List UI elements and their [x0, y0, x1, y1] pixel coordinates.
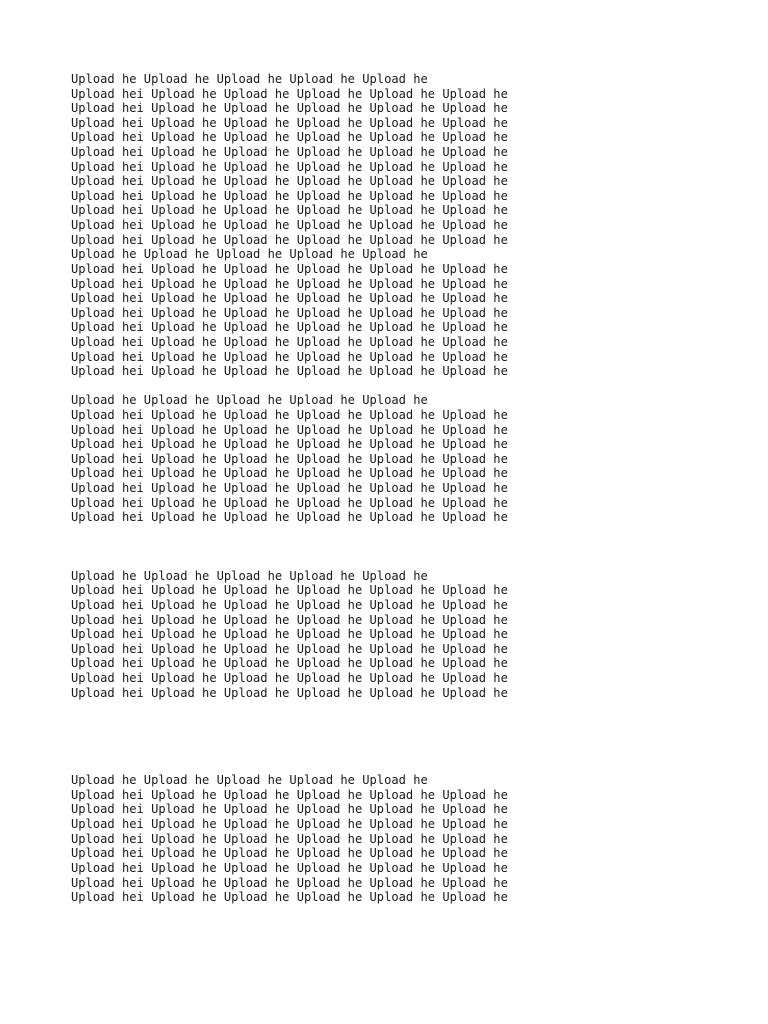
text-line: Upload hei Upload he Upload he Upload he Upload he Upload he	[71, 145, 508, 160]
text-line: Upload hei Upload he Upload he Upload he Upload he Upload he	[71, 846, 508, 861]
blank-line	[71, 525, 691, 540]
text-line: Upload hei Upload he Upload he Upload he Upload he Upload he	[71, 670, 508, 685]
text-line: Upload hei Upload he Upload he Upload he Upload he Upload he	[71, 641, 508, 656]
blank-line	[71, 700, 691, 715]
text-line: Upload hei Upload he Upload he Upload he Upload he Upload he	[71, 817, 508, 832]
blank-line	[71, 715, 691, 730]
text-line: Upload hei Upload he Upload he Upload he Upload he Upload he	[71, 875, 508, 890]
text-line: Upload he Upload he Upload he Upload he Upload he	[71, 568, 428, 583]
text-line: Upload hei Upload he Upload he Upload he Upload he Upload he	[71, 188, 508, 203]
text-line: Upload hei Upload he Upload he Upload he Upload he Upload he	[71, 787, 508, 802]
text-line: Upload hei Upload he Upload he Upload he Upload he Upload he	[71, 451, 508, 466]
text-line: Upload hei Upload he Upload he Upload he Upload he Upload he	[71, 232, 508, 247]
blank-line	[71, 759, 691, 774]
text-line: Upload hei Upload he Upload he Upload he Upload he Upload he	[71, 481, 508, 496]
text-line: Upload hei Upload he Upload he Upload he Upload he Upload he	[71, 466, 508, 481]
text-line: Upload hei Upload he Upload he Upload he Upload he Upload he	[71, 305, 508, 320]
blank-line	[71, 744, 691, 759]
text-line: Upload hei Upload he Upload he Upload he Upload he Upload he	[71, 510, 508, 525]
text-line: Upload hei Upload he Upload he Upload he Upload he Upload he	[71, 583, 508, 598]
text-line: Upload hei Upload he Upload he Upload he Upload he Upload he	[71, 130, 508, 145]
text-line: Upload hei Upload he Upload he Upload he Upload he Upload he	[71, 890, 508, 905]
text-line: Upload hei Upload he Upload he Upload he Upload he Upload he	[71, 203, 508, 218]
text-line: Upload hei Upload he Upload he Upload he Upload he Upload he	[71, 261, 508, 276]
text-line: Upload hei Upload he Upload he Upload he Upload he Upload he	[71, 495, 508, 510]
text-line: Upload hei Upload he Upload he Upload he Upload he Upload he	[71, 656, 508, 671]
text-line: Upload hei Upload he Upload he Upload he Upload he Upload he	[71, 276, 508, 291]
text-line: Upload hei Upload he Upload he Upload he Upload he Upload he	[71, 802, 508, 817]
document-text	[71, 72, 691, 905]
blank-line	[71, 729, 691, 744]
text-line: Upload hei Upload he Upload he Upload he Upload he Upload he	[71, 291, 508, 306]
text-line: Upload hei Upload he Upload he Upload he Upload he Upload he	[71, 115, 508, 130]
text-line: Upload hei Upload he Upload he Upload he Upload he Upload he	[71, 86, 508, 101]
text-line: Upload hei Upload he Upload he Upload he Upload he Upload he	[71, 685, 508, 700]
text-line: Upload he Upload he Upload he Upload he Upload he	[71, 72, 428, 86]
text-line: Upload hei Upload he Upload he Upload he Upload he Upload he	[71, 320, 508, 335]
text-line: Upload hei Upload he Upload he Upload he Upload he Upload he	[71, 218, 508, 233]
text-line: Upload hei Upload he Upload he Upload he Upload he Upload he	[71, 597, 508, 612]
text-line: Upload hei Upload he Upload he Upload he Upload he Upload he	[71, 349, 508, 364]
text-line: Upload hei Upload he Upload he Upload he Upload he Upload he	[71, 101, 508, 116]
text-line: Upload hei Upload he Upload he Upload he Upload he Upload he	[71, 159, 508, 174]
text-line: Upload he Upload he Upload he Upload he Upload he	[71, 393, 428, 408]
text-line: Upload hei Upload he Upload he Upload he Upload he Upload he	[71, 627, 508, 642]
text-line: Upload hei Upload he Upload he Upload he Upload he Upload he	[71, 174, 508, 189]
blank-line	[71, 379, 691, 394]
text-line: Upload hei Upload he Upload he Upload he Upload he Upload he	[71, 422, 508, 437]
text-line: Upload hei Upload he Upload he Upload he Upload he Upload he	[71, 831, 508, 846]
text-line: Upload hei Upload he Upload he Upload he Upload he Upload he	[71, 334, 508, 349]
text-line: Upload hei Upload he Upload he Upload he Upload he Upload he	[71, 364, 508, 379]
text-line: Upload hei Upload he Upload he Upload he Upload he Upload he	[71, 860, 508, 875]
text-line: Upload hei Upload he Upload he Upload he Upload he Upload he	[71, 408, 508, 423]
text-line: Upload hei Upload he Upload he Upload he Upload he Upload he	[71, 437, 508, 452]
blank-line	[71, 554, 691, 569]
text-line: Upload hei Upload he Upload he Upload he Upload he Upload he	[71, 612, 508, 627]
blank-line	[71, 540, 691, 555]
text-line: Upload he Upload he Upload he Upload he Upload he	[71, 773, 428, 788]
text-line: Upload he Upload he Upload he Upload he Upload he	[71, 247, 428, 262]
